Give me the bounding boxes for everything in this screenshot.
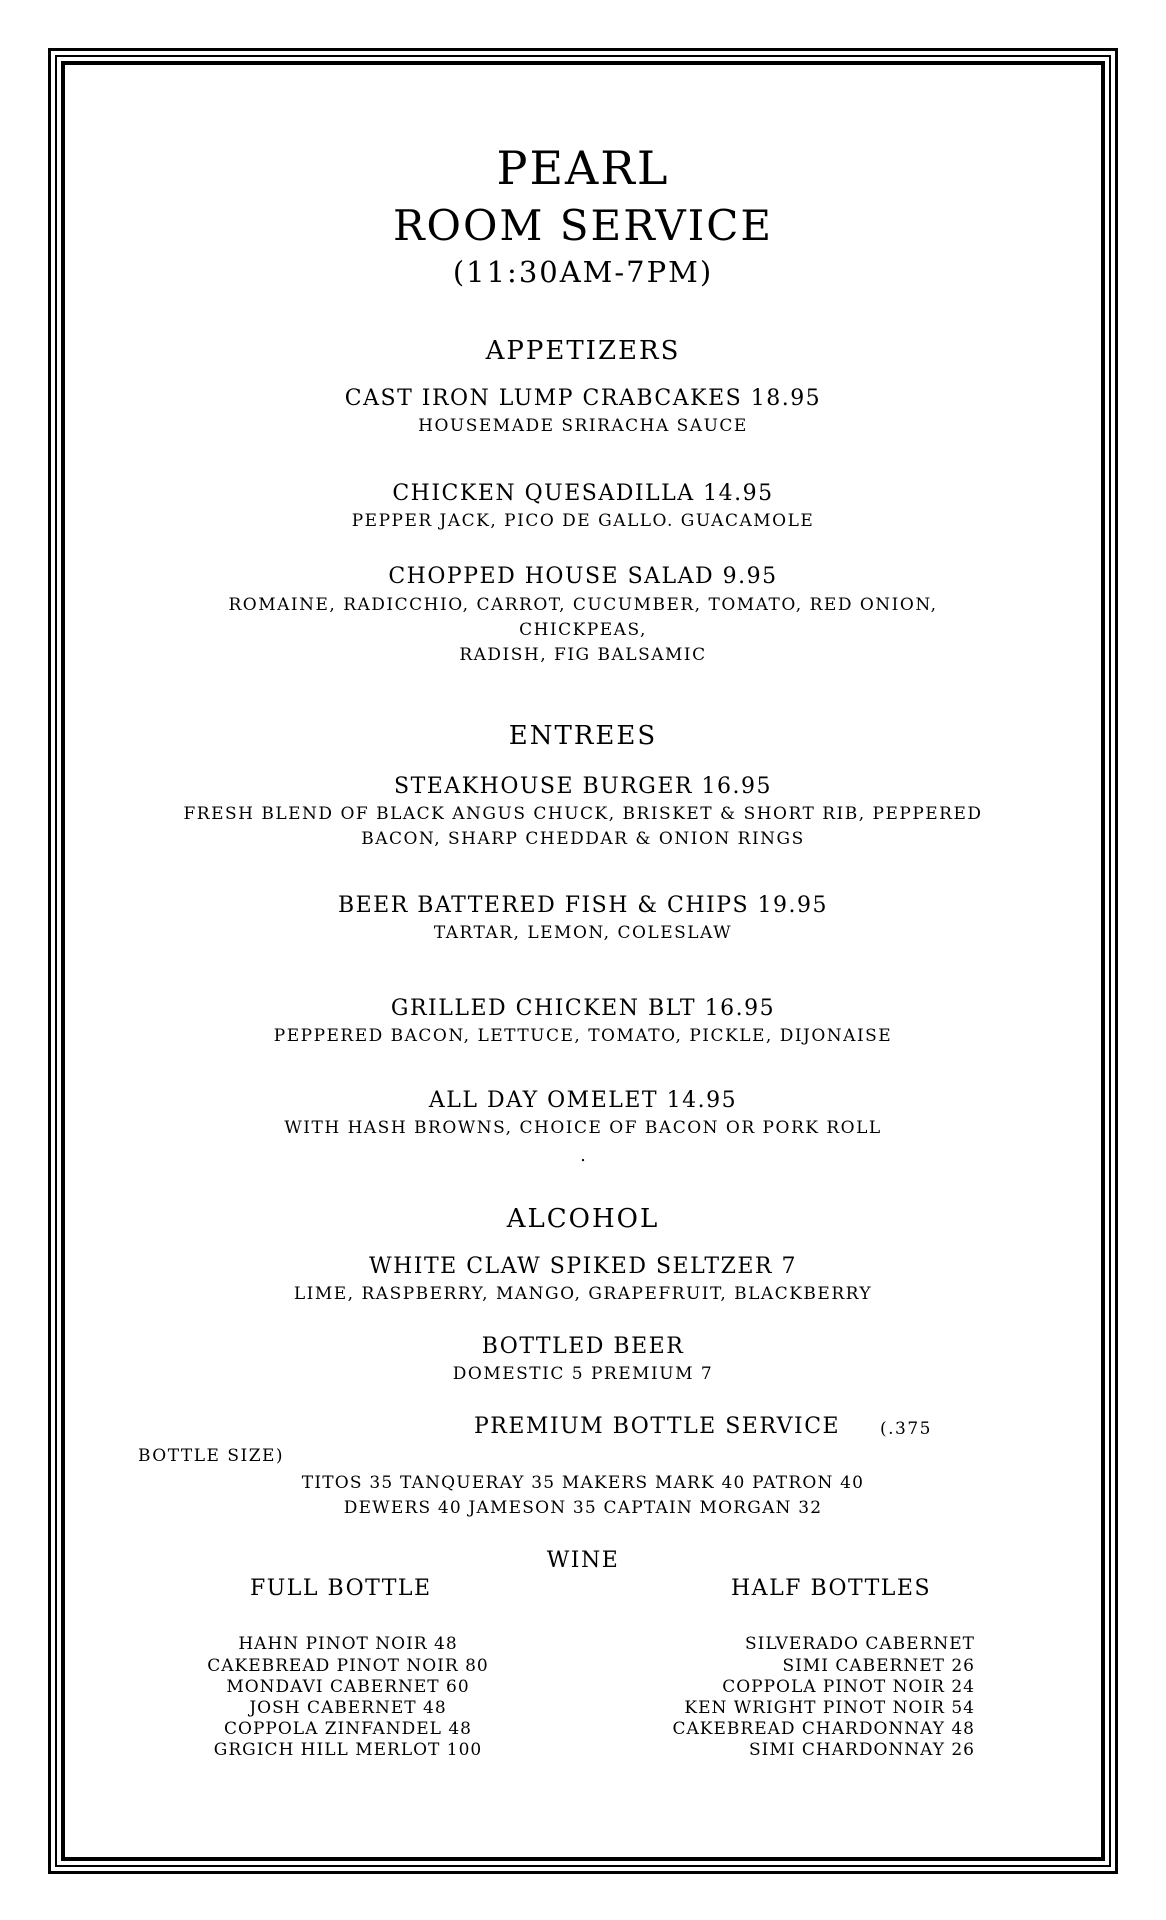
menu-item-desc: TARTAR, LEMON, COLESLAW xyxy=(433,923,733,943)
menu-item-desc: PEPPER JACK, PICO DE GALLO. GUACAMOLE xyxy=(351,511,815,531)
menu-item-name: ALL DAY OMELET 14.95 xyxy=(428,1088,738,1113)
menu-item-desc: DOMESTIC 5 PREMIUM 7 xyxy=(452,1364,714,1384)
menu-item-name: STEAKHOUSE BURGER 16.95 xyxy=(394,774,772,799)
menu-title: PEARL xyxy=(496,141,670,195)
wine-list-item: JOSH CABERNET 48 xyxy=(249,1698,447,1718)
menu-subtitle: ROOM SERVICE xyxy=(392,201,774,250)
menu-item-desc: WITH HASH BROWNS, CHOICE OF BACON OR PORK ROLL xyxy=(284,1118,882,1138)
wine-list-item: COPPOLA PINOT NOIR 24 xyxy=(722,1677,975,1697)
bottle-service-name: PREMIUM BOTTLE SERVICE xyxy=(474,1414,841,1439)
menu-item-name: CHOPPED HOUSE SALAD 9.95 xyxy=(388,564,778,589)
bottle-service-note: (.375 xyxy=(880,1419,932,1439)
full-bottle-heading: FULL BOTTLE xyxy=(250,1576,432,1601)
appetizers-heading: APPETIZERS xyxy=(485,336,681,366)
wine-list-item: HAHN PINOT NOIR 48 xyxy=(238,1634,458,1654)
wine-list-item: SIMI CABERNET 26 xyxy=(782,1656,975,1676)
entrees-heading: ENTREES xyxy=(508,721,658,751)
service-hours: (11:30AM-7PM) xyxy=(452,255,714,289)
menu-item-name: BEER BATTERED FISH & CHIPS 19.95 xyxy=(337,893,829,918)
menu-item-desc: ROMAINE, RADICCHIO, CARROT, CUCUMBER, TOMATO, RED ONION, xyxy=(228,595,938,615)
wine-list-item: KEN WRIGHT PINOT NOIR 54 xyxy=(684,1698,975,1718)
wine-list-item: COPPOLA ZINFANDEL 48 xyxy=(224,1719,472,1739)
bottle-service-list: TITOS 35 TANQUERAY 35 MAKERS MARK 40 PATRON 40 xyxy=(301,1473,865,1493)
menu-item-desc: BACON, SHARP CHEDDAR & ONION RINGS xyxy=(361,829,805,849)
menu-item-desc: RADISH, FIG BALSAMIC xyxy=(459,645,707,665)
wine-list-item: SILVERADO CABERNET xyxy=(745,1634,975,1654)
menu-item-desc: LIME, RASPBERRY, MANGO, GRAPEFRUIT, BLACKBERRY xyxy=(293,1284,873,1304)
menu-item-name: BOTTLED BEER xyxy=(481,1334,685,1359)
menu-item-name: CAST IRON LUMP CRABCAKES 18.95 xyxy=(344,386,822,411)
wine-heading: WINE xyxy=(546,1548,620,1573)
half-bottles-heading: HALF BOTTLES xyxy=(731,1576,932,1601)
menu-item-desc: PEPPERED BACON, LETTUCE, TOMATO, PICKLE, DIJONAISE xyxy=(273,1026,893,1046)
bottle-service-list: DEWERS 40 JAMESON 35 CAPTAIN MORGAN 32 xyxy=(343,1498,823,1518)
wine-list-item: CAKEBREAD CHARDONNAY 48 xyxy=(672,1719,975,1739)
menu-item-name: WHITE CLAW SPIKED SELTZER 7 xyxy=(369,1254,797,1279)
menu-item-desc: FRESH BLEND OF BLACK ANGUS CHUCK, BRISKET & SHORT RIB, PEPPERED xyxy=(183,804,983,824)
menu-item-name: GRILLED CHICKEN BLT 16.95 xyxy=(390,996,776,1021)
menu-item-desc: HOUSEMADE SRIRACHA SAUCE xyxy=(418,416,748,436)
wine-list-item: CAKEBREAD PINOT NOIR 80 xyxy=(207,1656,489,1676)
menu-item-name: CHICKEN QUESADILLA 14.95 xyxy=(392,481,774,506)
stray-dot: . xyxy=(580,1145,586,1166)
menu-item-desc: CHICKPEAS, xyxy=(519,620,647,640)
wine-list-item: SIMI CHARDONNAY 26 xyxy=(749,1740,975,1760)
bottle-service-note: BOTTLE SIZE) xyxy=(138,1446,285,1466)
wine-list-item: MONDAVI CABERNET 60 xyxy=(226,1677,470,1697)
alcohol-heading: ALCOHOL xyxy=(506,1204,660,1234)
wine-list-item: GRGICH HILL MERLOT 100 xyxy=(213,1740,483,1760)
inner-border xyxy=(61,61,1105,1861)
